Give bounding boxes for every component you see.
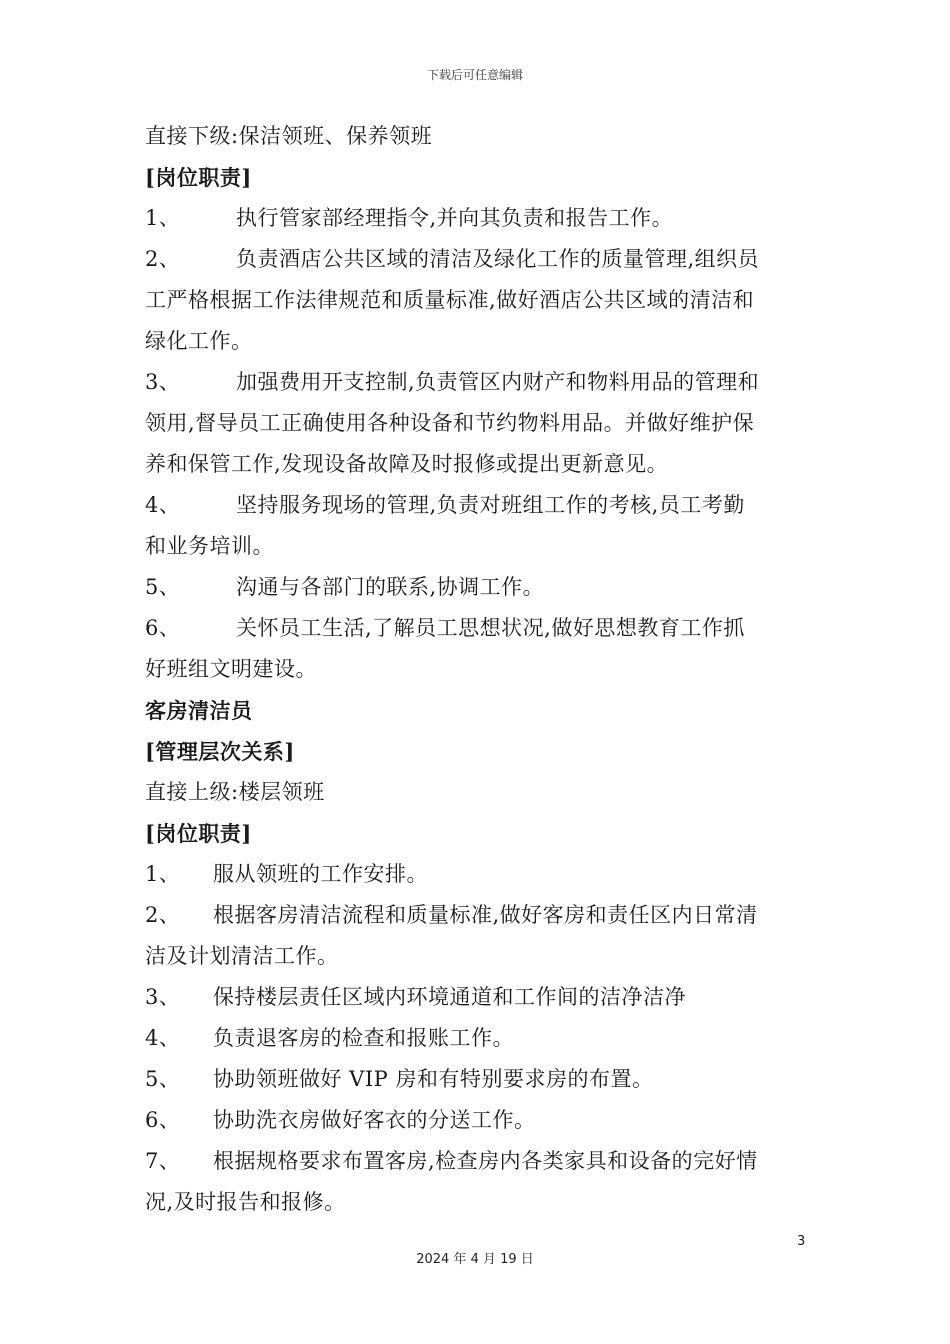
job-title-heading: 客房清洁员 [145, 698, 253, 723]
list-number: 4、 [145, 1026, 181, 1050]
text-line: 和业务培训。 [145, 534, 274, 558]
list-item [145, 1018, 810, 1059]
list-number: 4、 [145, 493, 181, 517]
list-number: 3、 [145, 985, 181, 1009]
list-number: 6、 [145, 1108, 181, 1132]
list-number: 1、 [145, 862, 181, 886]
list-number: 6、 [145, 616, 181, 640]
text-line: 绿化工作。 [145, 329, 253, 353]
list-item [145, 895, 810, 936]
list-number: 5、 [145, 1067, 181, 1091]
text-line: 养和保管工作,发现设备故障及时报修或提出更新意见。 [145, 452, 669, 476]
list-item [145, 485, 810, 526]
list-number: 1、 [145, 206, 181, 230]
list-number: 5、 [145, 575, 181, 599]
list-text: 服从领班的工作安排。 [213, 862, 428, 886]
list-item [145, 239, 810, 280]
section-heading: [管理层次关系] [145, 739, 295, 764]
list-item [145, 977, 810, 1018]
list-item [145, 198, 810, 239]
list-text: 负责酒店公共区域的清洁及绿化工作的质量管理,组织员 [236, 247, 760, 271]
section-heading: [岗位职责] [145, 821, 252, 846]
section-heading: [岗位职责] [145, 165, 252, 190]
list-item [145, 608, 810, 649]
document-body [145, 116, 810, 1223]
list-text: 根据客房清洁流程和质量标准,做好客房和责任区内日常清 [213, 903, 758, 927]
list-number: 2、 [145, 247, 181, 271]
list-item [145, 1100, 810, 1141]
list-text: 保持楼层责任区域内环境通道和工作间的洁净洁净 [213, 985, 686, 1009]
list-text: 沟通与各部门的联系,协调工作。 [236, 575, 545, 599]
list-text: 关怀员工生活,了解员工思想状况,做好思想教育工作抓 [236, 616, 745, 640]
page-number: 3 [797, 1234, 806, 1249]
list-text: 坚持服务现场的管理,负责对班组工作的考核,员工考勤 [236, 493, 745, 517]
list-text: 执行管家部经理指令,并向其负责和报告工作。 [236, 206, 674, 230]
list-item [145, 854, 810, 895]
page-footer-date: 2024 年 4 月 19 日 [416, 1252, 534, 1267]
list-text: 加强费用开支控制,负责管区内财产和物料用品的管理和 [236, 370, 760, 394]
list-item [145, 1141, 810, 1182]
text-line: 况,及时报告和报修。 [145, 1190, 346, 1214]
list-item [145, 567, 810, 608]
list-item [145, 1059, 810, 1100]
text-line: 领用,督导员工正确使用各种设备和节约物料用品。并做好维护保 [145, 411, 755, 435]
page-header: 下载后可任意编辑 [426, 68, 523, 82]
list-number: 7、 [145, 1149, 181, 1173]
text-line: 好班组文明建设。 [145, 657, 317, 681]
list-number: 2、 [145, 903, 181, 927]
list-text: 协助领班做好 VIP 房和有特别要求房的布置。 [213, 1067, 654, 1091]
list-text: 根据规格要求布置客房,检查房内各类家具和设备的完好情 [213, 1149, 758, 1173]
list-item [145, 362, 810, 403]
text-line: 洁及计划清洁工作。 [145, 944, 339, 968]
text-line: 直接上级:楼层领班 [145, 780, 325, 804]
text-line: 直接下级:保洁领班、保养领班 [145, 124, 433, 148]
text-line: 工严格根据工作法律规范和质量标准,做好酒店公共区域的清洁和 [145, 288, 755, 312]
list-text: 负责退客房的检查和报账工作。 [213, 1026, 514, 1050]
list-number: 3、 [145, 370, 181, 394]
list-text: 协助洗衣房做好客衣的分送工作。 [213, 1108, 536, 1132]
